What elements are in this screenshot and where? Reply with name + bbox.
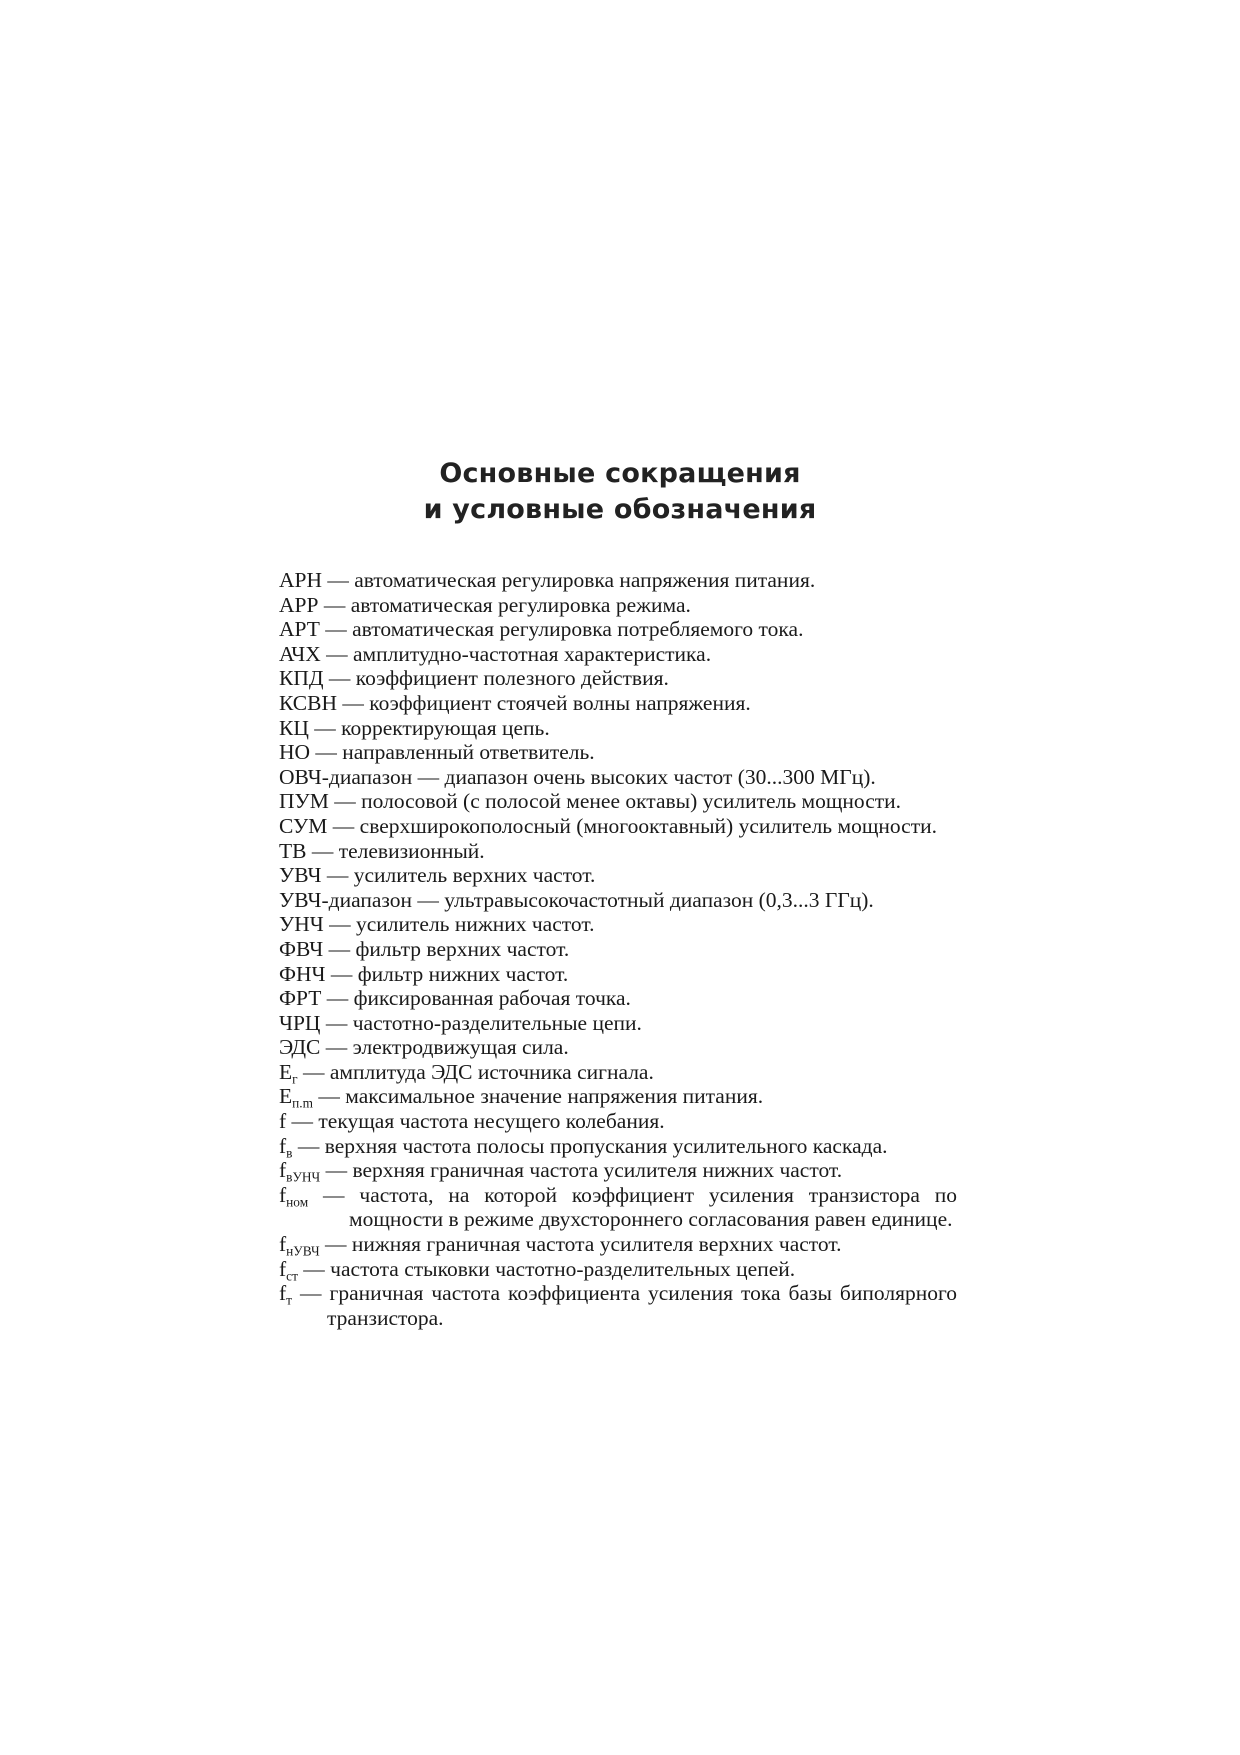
title-line-1: Основные сокращения	[439, 458, 801, 489]
definition: — частота стыковки частотно-разделительных цепей.	[297, 1256, 796, 1281]
definition: — амплитуда ЭДС источника сигнала.	[297, 1059, 654, 1084]
list-item: КПД — коэффициент полезного действия.	[279, 666, 669, 691]
list-item: ФРТ — фиксированная рабочая точка.	[279, 986, 631, 1011]
page-title	[0, 456, 1240, 528]
list-item	[279, 1084, 957, 1112]
list-item: ФВЧ — фильтр верхних частот.	[279, 936, 570, 961]
symbol: f	[279, 1133, 287, 1158]
list-item	[279, 1183, 957, 1232]
list-item	[279, 1281, 957, 1330]
list-item: НО — направленный ответвитель.	[279, 740, 595, 765]
title-line-2: и условные обозначения	[423, 494, 817, 525]
symbol: f	[279, 1232, 287, 1257]
symbol: E	[279, 1084, 293, 1109]
symbol-subscript: ст	[286, 1268, 298, 1284]
symbol: f	[279, 1281, 287, 1306]
definition: — верхняя граничная частота усилителя нижних частот.	[320, 1158, 843, 1183]
list-item	[279, 1134, 957, 1159]
list-item: ОВЧ-диапазон — диапазон очень высоких частот (30...300 МГц).	[279, 764, 876, 789]
definition: — максимальное значение напряжения питания.	[312, 1084, 764, 1109]
definition: — верхняя частота полосы пропускания усилительного каскада.	[292, 1133, 888, 1158]
symbol-subscript: ном	[286, 1194, 309, 1210]
list-item: ЭДС — электродвижущая сила.	[279, 1035, 569, 1060]
list-item	[279, 1060, 957, 1085]
list-item	[279, 1232, 957, 1257]
symbol-subscript: п.m	[292, 1096, 313, 1112]
list-item: УНЧ — усилитель нижних частот.	[279, 912, 595, 937]
list-item: УВЧ — усилитель верхних частот.	[279, 863, 596, 888]
symbol-subscript: нУВЧ	[286, 1243, 320, 1259]
list-item: ФНЧ — фильтр нижних частот.	[279, 961, 569, 986]
definition: — граничная частота коэффициента усиления тока базы биполярного транзистора.	[292, 1281, 957, 1330]
list-item: СУМ — сверхширокополосный (многооктавный) усилитель мощности.	[279, 813, 937, 838]
list-item: ТВ — телевизионный.	[279, 838, 485, 863]
abbreviation-list	[279, 568, 957, 1330]
list-item: АРР — автоматическая регулировка режима.	[279, 592, 691, 617]
list-item: КЦ — корректирующая цепь.	[279, 715, 550, 740]
symbol: f	[279, 1158, 287, 1183]
definition: — нижняя граничная частота усилителя верхних частот.	[319, 1232, 842, 1257]
list-item: ПУМ — полосовой (с полосой менее октавы) усилитель мощности.	[279, 789, 902, 814]
list-item: АРН — автоматическая регулировка напряжения питания.	[279, 568, 816, 592]
list-item: ЧРЦ — частотно-разделительные цепи.	[279, 1010, 642, 1035]
list-item: УВЧ-диапазон — ультравысокочастотный диапазон (0,3...3 ГГц).	[279, 887, 874, 912]
list-item: АЧХ — амплитудно-частотная характеристика.	[279, 641, 712, 666]
list-item	[279, 1257, 957, 1282]
symbol: f	[279, 1256, 287, 1281]
symbol-subscript: в	[286, 1145, 293, 1161]
symbol: E	[279, 1059, 293, 1084]
list-item: АРТ — автоматическая регулировка потребляемого тока.	[279, 617, 804, 642]
symbol-subscript: г	[292, 1071, 298, 1087]
list-item	[279, 1158, 957, 1183]
list-item: КСВН — коэффициент стоячей волны напряжения.	[279, 690, 751, 715]
symbol-subscript: вУНЧ	[286, 1169, 321, 1185]
definition: — частота, на которой коэффициент усиления транзистора по мощности в режиме двухстороннего согласования равен единице.	[308, 1182, 957, 1232]
symbol-subscript: т	[286, 1292, 292, 1308]
list-item: f — текущая частота несущего колебания.	[279, 1109, 665, 1134]
symbol: f	[279, 1182, 287, 1207]
